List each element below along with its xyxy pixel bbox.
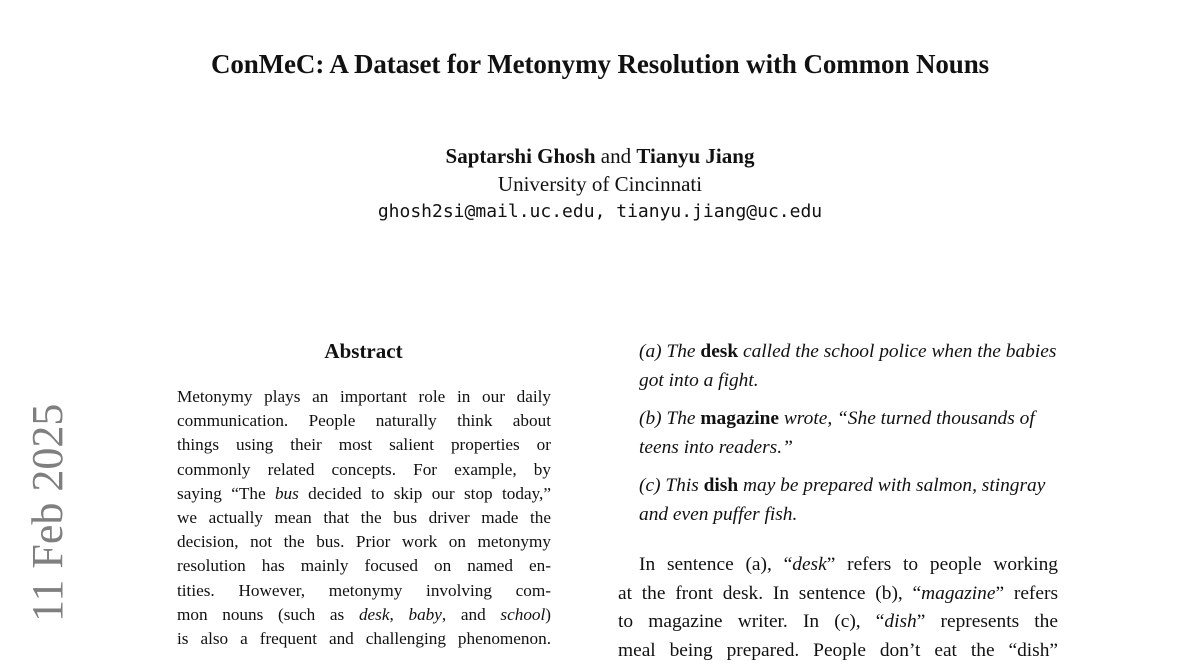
- abstract-text: saying “The: [177, 483, 275, 503]
- example-text: may be prepared with salmon, stingray and even puffer fish.: [639, 475, 1046, 525]
- example-keyword: desk: [700, 341, 739, 362]
- abstract-text: mon nouns (such as: [177, 604, 359, 624]
- affiliation: University of Cincinnati: [497, 172, 703, 196]
- abstract-line: communication. People naturally think about: [177, 411, 551, 431]
- abstract-line: [177, 603, 551, 627]
- body-emphasis: magazine: [921, 582, 996, 604]
- example-sentences: [639, 338, 1069, 539]
- abstract-line: [177, 482, 551, 506]
- example-keyword: magazine: [700, 408, 780, 429]
- abstract-line: decision, not the bus. Prior work on metonymy: [177, 532, 551, 552]
- abstract-emphasis: school: [500, 604, 546, 624]
- body-line: [618, 608, 1058, 637]
- example-a: [639, 338, 1069, 395]
- body-line: [618, 551, 1058, 580]
- author-line: [0, 142, 1200, 170]
- abstract-line: is also a frequent and challenging phenomenon.: [177, 629, 551, 649]
- abstract-emphasis: desk: [358, 604, 390, 624]
- abstract-emphasis: baby: [408, 604, 442, 624]
- abstract-text: ,: [389, 604, 409, 624]
- author-emails: ghosh2si@mail.uc.edu, tianyu.jiang@uc.edu: [377, 201, 823, 222]
- abstract-line: we actually mean that the bus driver made the: [177, 508, 551, 528]
- example-prefix: (a) The: [639, 341, 701, 362]
- abstract-line: resolution has mainly focused on named en-: [177, 556, 551, 576]
- body-line: meal being prepared. People don’t eat the “dish”: [618, 639, 1058, 661]
- abstract-emphasis: bus: [274, 483, 299, 503]
- example-prefix: (c) This: [639, 475, 704, 496]
- abstract-text: decided to skip our stop today,”: [298, 483, 551, 503]
- abstract-line: tities. However, metonymy involving com-: [177, 580, 551, 600]
- body-text: ” refers: [995, 582, 1058, 604]
- author-name: Saptarshi Ghosh: [445, 144, 596, 168]
- abstract-line: commonly related concepts. For example, by: [177, 459, 551, 479]
- author-conjunction: and: [600, 144, 632, 168]
- example-text: wrote, “She turned thousands of teens into readers.”: [639, 408, 1035, 458]
- abstract-text: ): [545, 604, 552, 624]
- body-text: at the front desk. In sentence (b), “: [618, 582, 922, 604]
- abstract-text: , and: [441, 604, 501, 624]
- arxiv-date-stamp: 11 Feb 2025: [23, 403, 72, 622]
- example-text: called the school police when the babies got into a fight.: [639, 341, 1057, 391]
- example-keyword: dish: [703, 475, 739, 496]
- abstract-body: [177, 385, 551, 651]
- body-text: In sentence (a), “: [639, 554, 793, 575]
- body-emphasis: dish: [884, 611, 917, 633]
- abstract-line: things using their most salient properties or: [177, 435, 551, 455]
- body-line: [618, 580, 1058, 609]
- body-emphasis: desk: [792, 554, 827, 575]
- example-b: [639, 405, 1069, 462]
- abstract-heading: Abstract: [324, 339, 403, 363]
- example-prefix: (b) The: [639, 408, 701, 429]
- body-text: to magazine writer. In (c), “: [618, 611, 885, 633]
- body-text: ” refers to people working: [826, 554, 1059, 575]
- author-name: Tianyu Jiang: [636, 144, 755, 168]
- body-text: ” represents the: [916, 611, 1058, 633]
- abstract-line: Metonymy plays an important role in our daily: [177, 387, 551, 406]
- example-c: [639, 472, 1069, 529]
- paper-title: ConMeC: A Dataset for Metonymy Resolution with Common Nouns: [210, 49, 990, 79]
